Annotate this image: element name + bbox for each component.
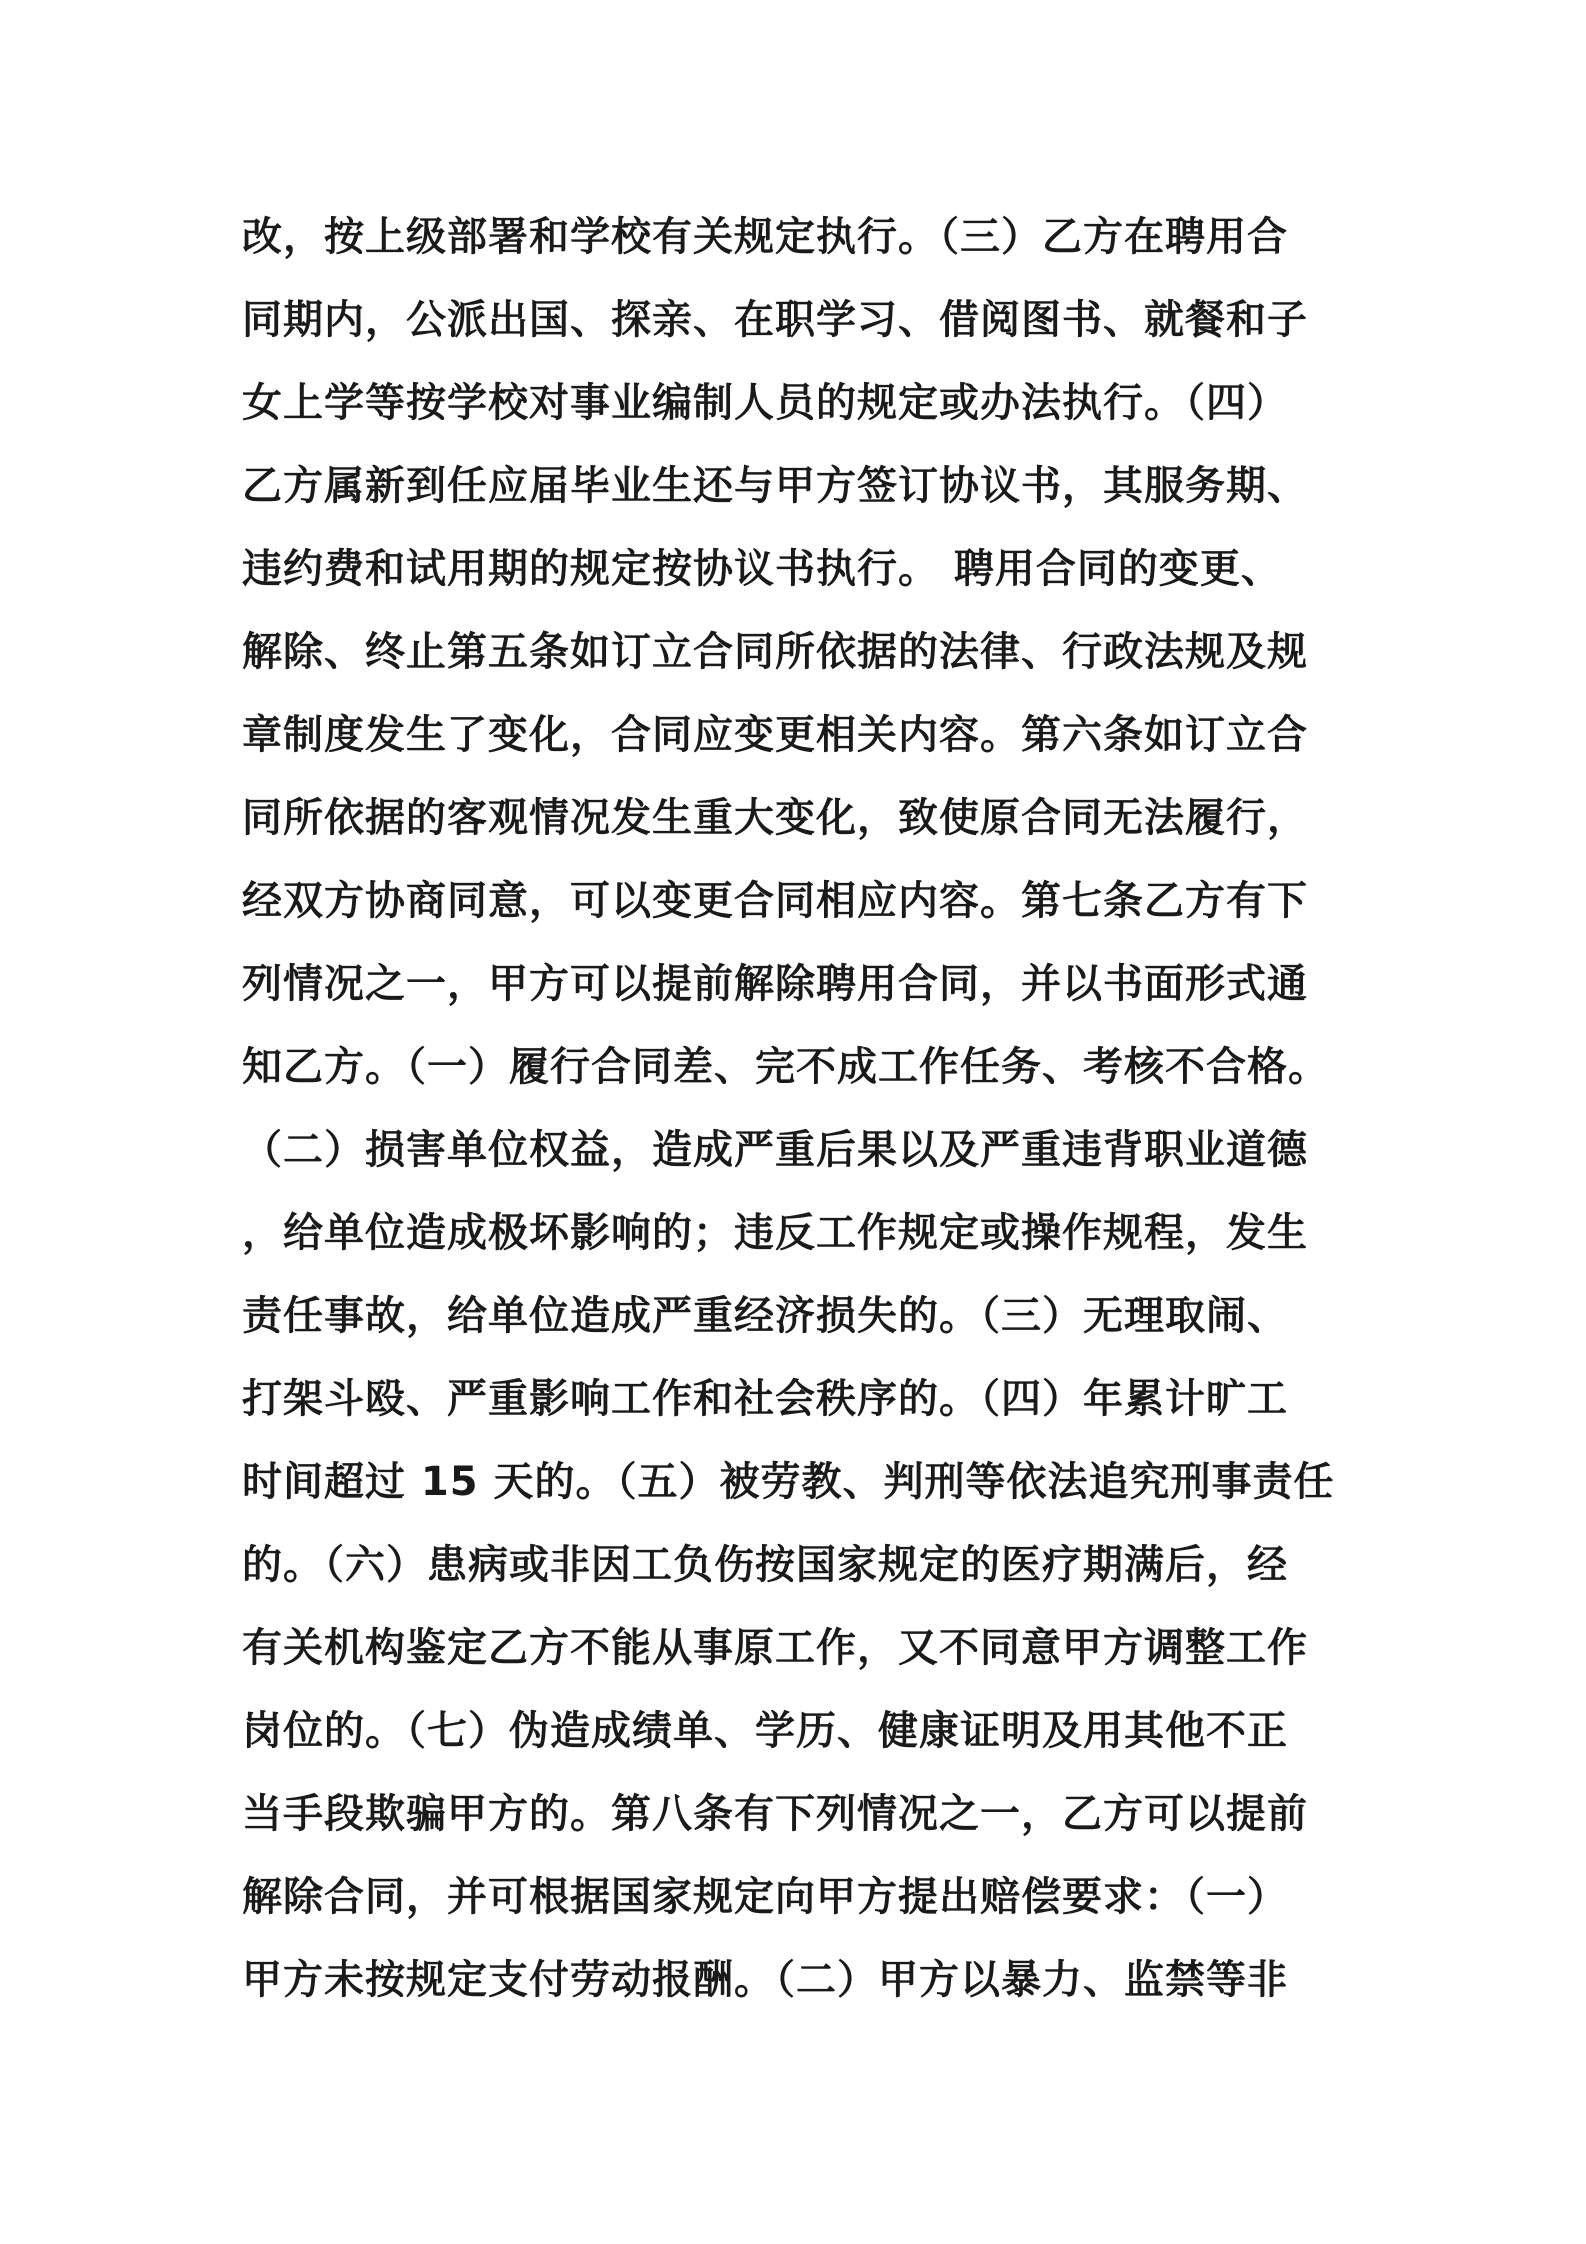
text-line: 知乙方。（一）履行合同差、完不成工作任务、考核不合格。 (242, 1044, 1329, 1090)
text-line: 解除合同，并可根据国家规定向甲方提出赔偿要求：（一） (242, 1874, 1288, 1920)
text-line: 章制度发生了变化，合同应变更相关内容。第六条如订立合 (242, 712, 1308, 758)
text-line: 改，按上级部署和学校有关规定执行。（三）乙方在聘用合 (242, 214, 1288, 260)
text-line: 列情况之一，甲方可以提前解除聘用合同，并以书面形式通 (242, 961, 1308, 1007)
text-line: 岗位的。（七）伪造成绩单、学历、健康证明及用其他不正 (242, 1708, 1288, 1754)
text-line: 解除、终止第五条如订立合同所依据的法律、行政法规及规 (242, 629, 1308, 675)
text-line: 经双方协商同意，可以变更合同相应内容。第七条乙方有下 (242, 878, 1308, 924)
text-line: 当手段欺骗甲方的。第八条有下列情况之一，乙方可以提前 (242, 1791, 1308, 1837)
text-line: 责任事故，给单位造成严重经济损失的。（三）无理取闹、 (242, 1293, 1288, 1339)
text-line: 有关机构鉴定乙方不能从事原工作，又不同意甲方调整工作 (242, 1625, 1308, 1671)
text-line: 时间超过 15 天的。（五）被劳教、判刑等依法追究刑事责任 (242, 1459, 1335, 1505)
text-line: 甲方未按规定支付劳动报酬。（二）甲方以暴力、监禁等非 (242, 1957, 1288, 2003)
text-line: 的。（六）患病或非因工负伤按国家规定的医疗期满后，经 (242, 1542, 1288, 1588)
text-line: 同期内，公派出国、探亲、在职学习、借阅图书、就餐和子 (242, 297, 1308, 343)
text-line: 女上学等按学校对事业编制人员的规定或办法执行。（四） (242, 380, 1288, 426)
text-line: 打架斗殴、严重影响工作和社会秩序的。（四）年累计旷工 (242, 1376, 1288, 1422)
contract-body-text (242, 196, 1362, 2022)
text-line: （二）损害单位权益，造成严重后果以及严重违背职业道德 (242, 1127, 1308, 1173)
text-line: ，给单位造成极坏影响的；违反工作规定或操作规程，发生 (242, 1210, 1308, 1256)
text-line: 同所依据的客观情况发生重大变化，致使原合同无法履行， (242, 795, 1308, 841)
text-line: 违约费和试用期的规定按协议书执行。 聘用合同的变更、 (242, 546, 1282, 592)
text-line: 乙方属新到任应届毕业生还与甲方签订协议书，其服务期、 (242, 463, 1308, 509)
